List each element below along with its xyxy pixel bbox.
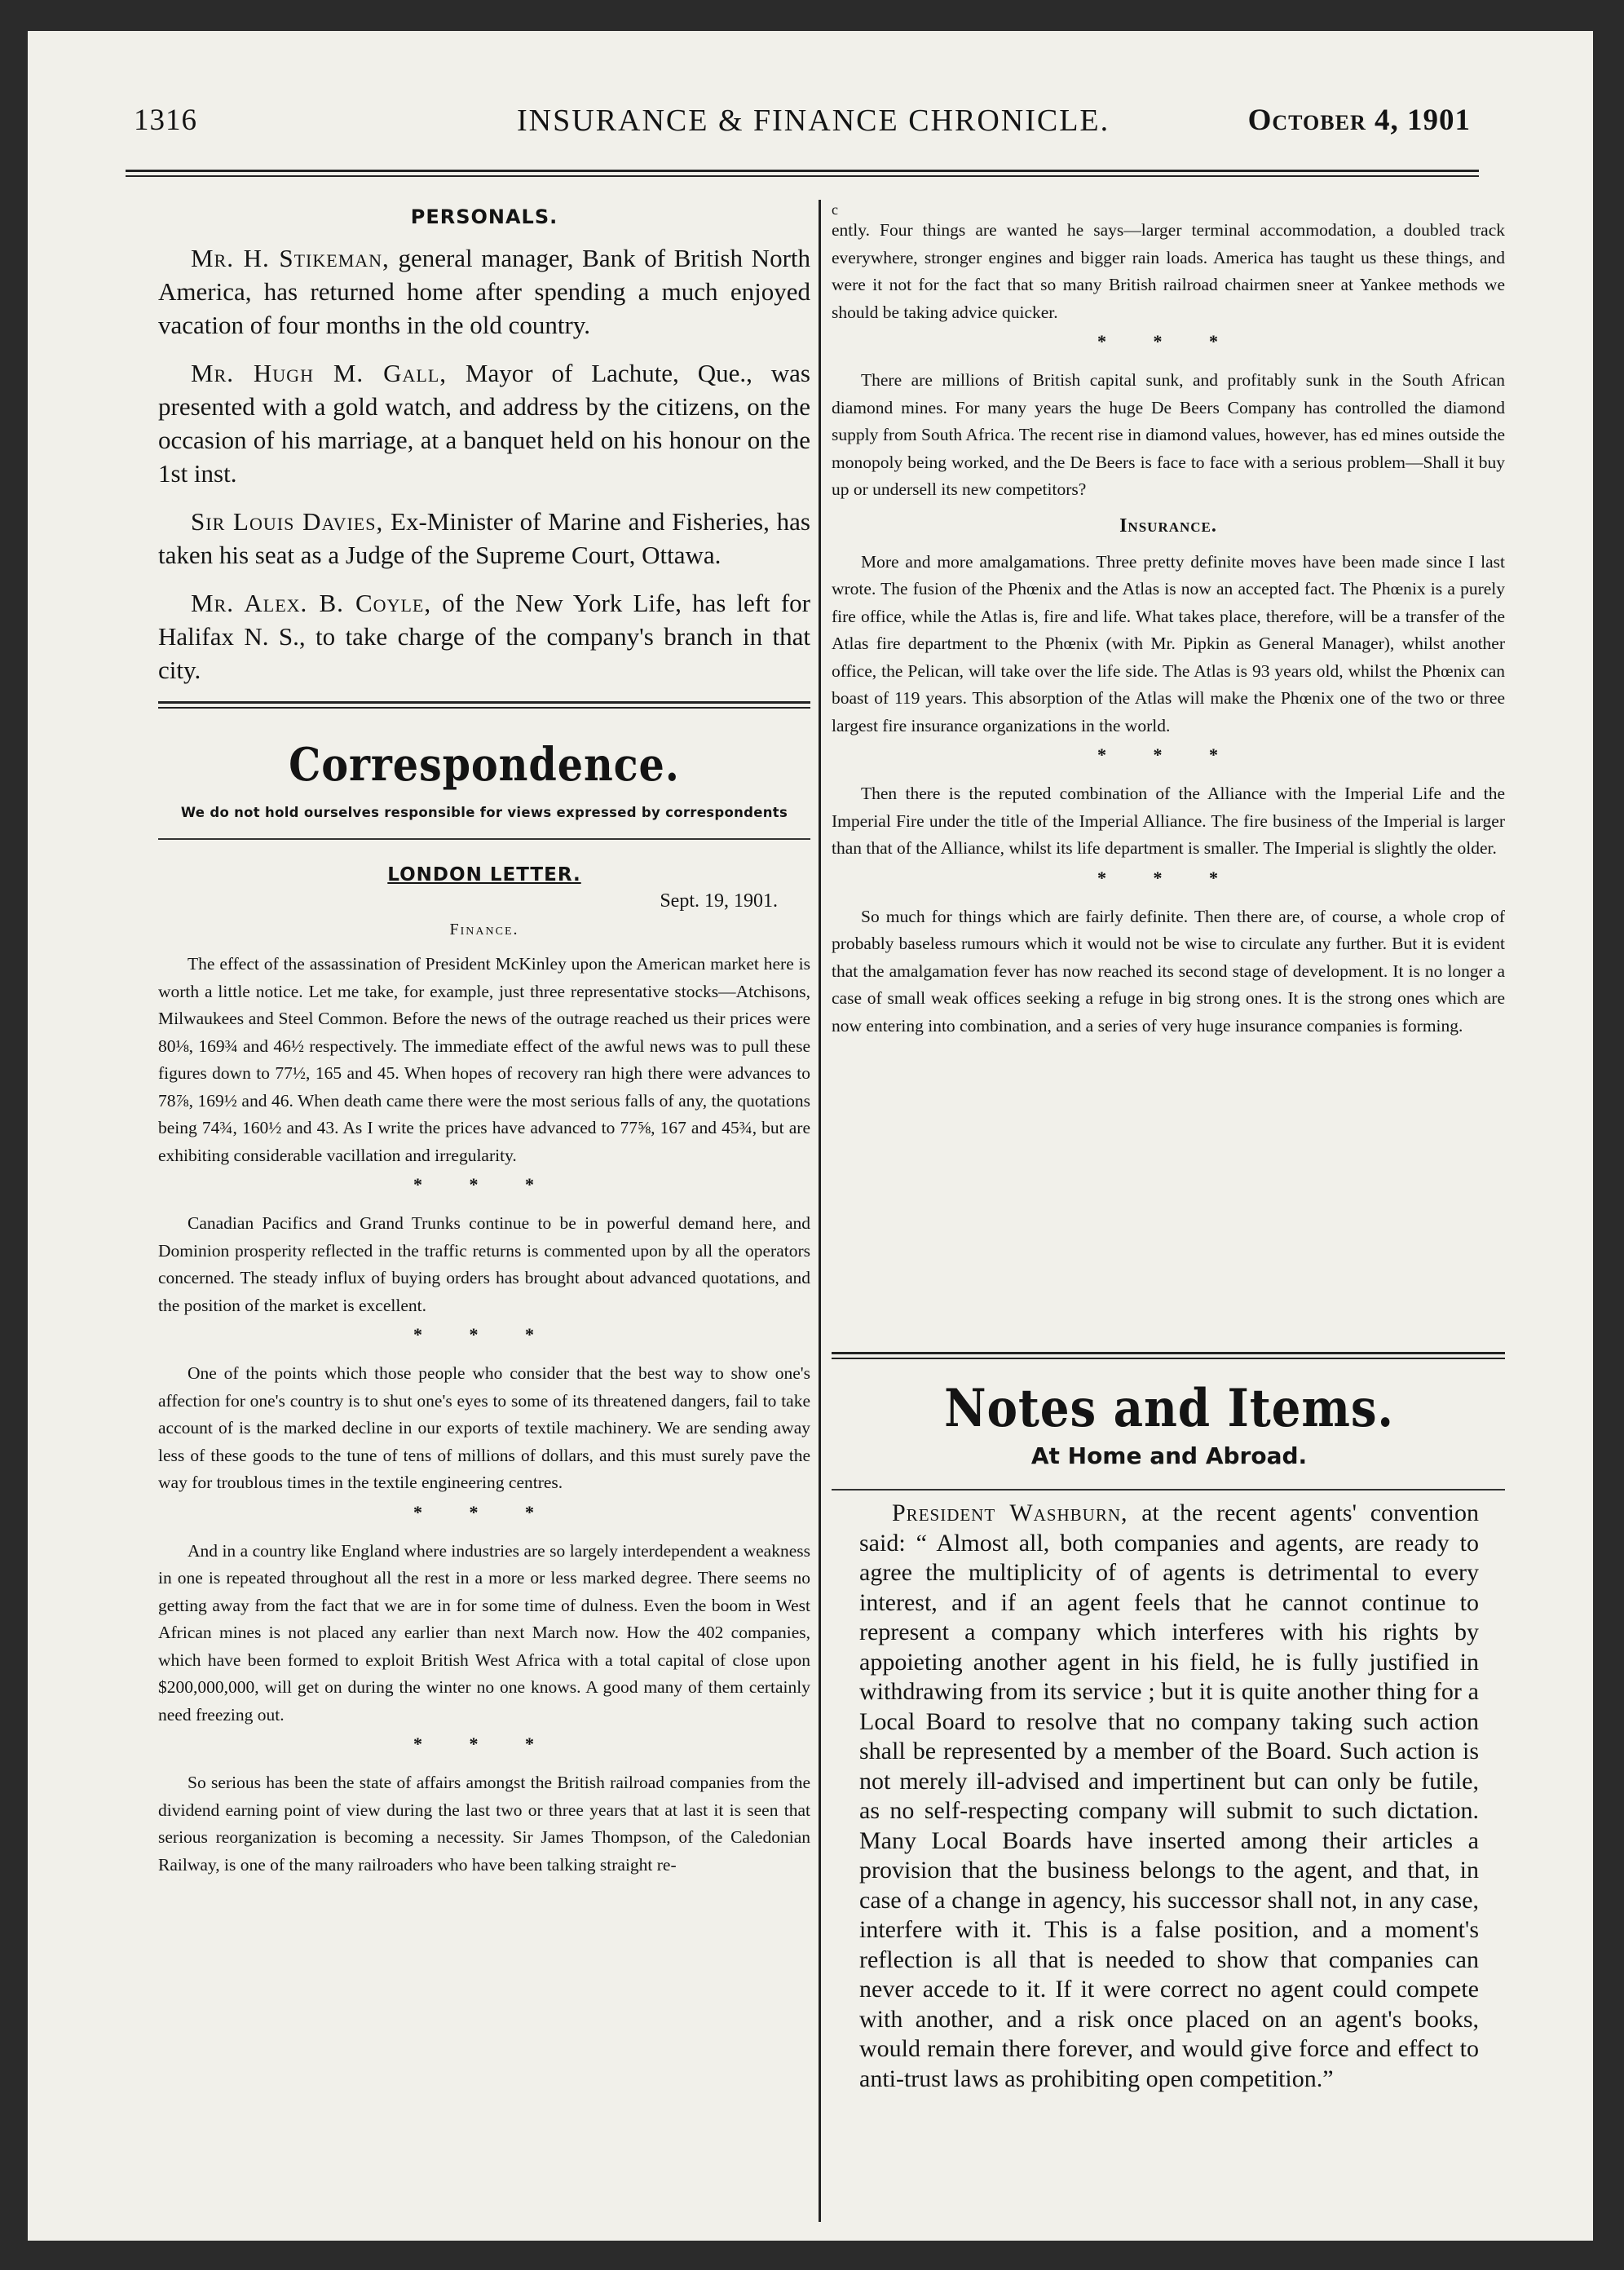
separator-stars: * * * — [413, 1501, 555, 1522]
header-rule — [126, 170, 1479, 177]
notes-header — [843, 1378, 1495, 1469]
personal-text: Ex-Minister of Marine and Fisheries, has taken his seat as a Judge of the Supreme Court, Ottawa. — [158, 507, 810, 569]
section-rule — [832, 1352, 1505, 1359]
separator-stars: * * * — [1097, 744, 1239, 765]
article-paragraph: There are millions of British capital sunk, and profitably sunk in the South African diamond mines. For many years the huge De Beers Company has controlled the diamond supply from South Africa. The recent rise in diamond values, however, has ed mines outside the monopoly being worked, and the De Beers is face to face with a serious problem—Shall it buy up or undersell its new competitors? — [832, 370, 1505, 499]
column-rule — [819, 200, 821, 2222]
personal-name: Sir Louis Davies, — [191, 507, 384, 536]
separator-stars: * * * — [413, 1324, 555, 1345]
article-paragraph: So much for things which are fairly definite. Then there are, of course, a whole crop of probably baseless rumours which it would not be wise to circulate any further. But it is evident that the amalgamation fever has now reached its second stage of development. It is no longer a case of small weak offices seeking a refuge in big strong ones. It is the strong ones which are now entering into combination, and a series of very huge insurance companies is forming. — [832, 906, 1505, 1036]
correspondence-title: Correspondence. — [289, 738, 680, 792]
notes-lead-name: President Washburn, — [892, 1499, 1128, 1526]
personals-section — [158, 241, 810, 687]
personal-text: of the New York Life, has left for Halifax N. S., to take charge of the company's branch in that city. — [158, 589, 810, 684]
notes-section — [859, 1499, 1479, 2094]
left-column — [158, 202, 810, 1879]
notes-and-items-body — [859, 1499, 1479, 2094]
article-paragraph: So serious has been the state of affairs amongst the British railroad companies from the dividend earning point of view during the last two or three years that at last it is seen that serious reorganization is becoming a necessity. Sir James Thompson, of the Caledonian Railway, is one of the many railroaders who have been talking straight re- — [158, 1773, 810, 1875]
notes-text: at the recent agents' convention said: “ Almost all, both companies and agents, are ready to agree the multiplicity of of agents is detrimental to every interest, and if an agent feels that he cannot continue to represent a company which interferes with his rights by appoieting another agent in his field, he is fully justified in withdrawing from its service ; but it is quite another thing for a Local Board to resolve that no company taking such action shall be represented by a member of the Board. Such action is not merely ill-advised and impertinent but can only be futile, as no self-respecting company will submit to such dictation. Many Local Boards have inserted among their articles a provision that the business belongs to the agent, and that, in case of a change in agency, his successor shall not, in any case, interfere with it. This is a false position, and a moment's reflection is all that is needed to show that companies can never accede to it. If it were correct no agent could compete with another, and a risk once placed on an agent's books, would remain there forever, and would give force and effect to anti-trust laws as prohibiting open competition.” — [859, 1499, 1479, 2092]
right-column-top — [832, 202, 1505, 1040]
newspaper-page — [28, 31, 1593, 2241]
page-number: 1316 — [134, 104, 197, 137]
personal-name: Mr. Alex. B. Coyle, — [191, 589, 432, 617]
article-paragraph: The effect of the assassination of President McKinley upon the American market here is worth a little notice. Let me take, for example, just three representative stocks—Atchisons, Milwaukees and Steel Common. Before the news of the outrage reached us their prices were 80⅛, 169¾ and 46½ respectively. The immediate effect of the awful news was to pull these figures down to 77½, 165 and 45. When hopes of recovery ran high there were advances to 78⅞, 169½ and 46. When death came there were the most serious falls of any, the quotations being 74¾, 160½ and 43. As I write the prices have advanced to 77⅝, 167 and 45¾, but are exhibiting considerable vacillation and irregularity. — [158, 954, 810, 1165]
personal-text: general manager, Bank of British North America, has returned home after spending a much enjoyed vacation of four months in the old country. — [158, 244, 810, 339]
article-paragraph: One of the points which those people who consider that the best way to show one's affection for one's country is to shut one's eyes to some of its threatened dangers, fail to take account of is the marked decline in our exports of textile machinery. We are sending away less of these goods to the tune of tens of millions of dollars, and this must surely pave the way for troublous times in the textile engineering centres. — [158, 1363, 810, 1492]
journal-title: INSURANCE & FINANCE CHRONICLE. — [517, 104, 1110, 138]
personal-item — [158, 586, 810, 687]
personal-item — [158, 505, 810, 572]
personals-title: PERSONALS. — [410, 205, 558, 228]
notes-and-items-title: Notes and Items. — [944, 1378, 1394, 1439]
personal-name: Mr. H. Stikeman, — [191, 244, 390, 272]
london-letter-continued — [832, 217, 1505, 1040]
section-rule — [832, 1489, 1505, 1491]
notes-subtitle: At Home and Abroad. — [1030, 1442, 1308, 1469]
article-paragraph: Then there is the reputed combination of the Alliance with the Imperial Life and the Imperial Fire under the title of the Imperial Alliance. The fire business of the Imperial is larger than that of the Alliance, whilst its life department is smaller. The Imperial is slightly the older. — [832, 784, 1505, 858]
personal-text: Mayor of Lachute, Que., was presented with a gold watch, and address by the citizens, on the occasion of his marriage, at a banquet held on his honour on the 1st inst. — [158, 359, 810, 488]
personal-name: Mr. Hugh M. Gall, — [191, 359, 448, 387]
insurance-subhead: Insurance. — [1119, 515, 1217, 537]
separator-stars: * * * — [413, 1733, 555, 1754]
finance-subhead: Finance. — [449, 921, 519, 938]
running-head — [134, 103, 1471, 160]
separator-stars: * * * — [1097, 867, 1239, 888]
london-letter-body — [158, 951, 810, 1879]
personal-item — [158, 241, 810, 342]
article-paragraph: ently. Four things are wanted he says—larger terminal accommodation, a doubled track everywhere, stronger engines and bigger rain loads. America has taught us these things, and were it not for the fact that so many British railroad chairmen sneer at Yankee methods we should be taking advice quicker. — [832, 220, 1505, 322]
stray-letter: c — [832, 202, 838, 218]
article-paragraph: And in a country like England where industries are so largely interdependent a weakness in one is repeated throughout all the rest in a more or less marked degree. There seems no getting away from the fact that we are in for some time of dulness. Even the boom in West African mines is not placed any earlier than next March now. How the 402 companies, which have been formed to exploit British West Africa with a total capital of close upon $200,000,000, will get on during the winter no one knows. A good many of them certainly need freezing out. — [158, 1540, 810, 1725]
issue-date: October 4, 1901 — [1247, 104, 1471, 137]
london-letter-title: LONDON LETTER. — [387, 864, 581, 885]
personal-item — [158, 356, 810, 490]
section-rule — [158, 701, 810, 709]
separator-stars: * * * — [1097, 331, 1239, 351]
section-rule — [158, 838, 810, 840]
letter-dateline: Sept. 19, 1901. — [660, 890, 778, 912]
article-paragraph: More and more amalgamations. Three pretty definite moves have been made since I last wrote. The fusion of the Phœnix and the Atlas is now an accepted fact. The Phœnix is a purely fire office, while the Atlas is, fire and life. What takes place, therefore, will be a transfer of the Atlas fire department to the Phœnix (with Mr. Pipkin as General Manager), whilst another office, the Pelican, will take over the life side. The Atlas is 93 years old, whilst the Phœnix can boast of 119 years. This absorption of the Atlas will make the Phœnix one of the two or three largest fire insurance organizations in the world. — [832, 551, 1505, 735]
article-paragraph: Canadian Pacifics and Grand Trunks continue to be in powerful demand here, and Dominion prosperity reflected in the traffic returns is commented upon by all the operators concerned. The steady influx of buying orders has brought about advanced quotations, and the position of the market is excellent. — [158, 1213, 810, 1315]
separator-stars: * * * — [413, 1174, 555, 1195]
notes-paragraph — [859, 1499, 1479, 2094]
correspondence-disclaimer: We do not hold ourselves responsible for views expressed by correspondents — [180, 805, 788, 820]
